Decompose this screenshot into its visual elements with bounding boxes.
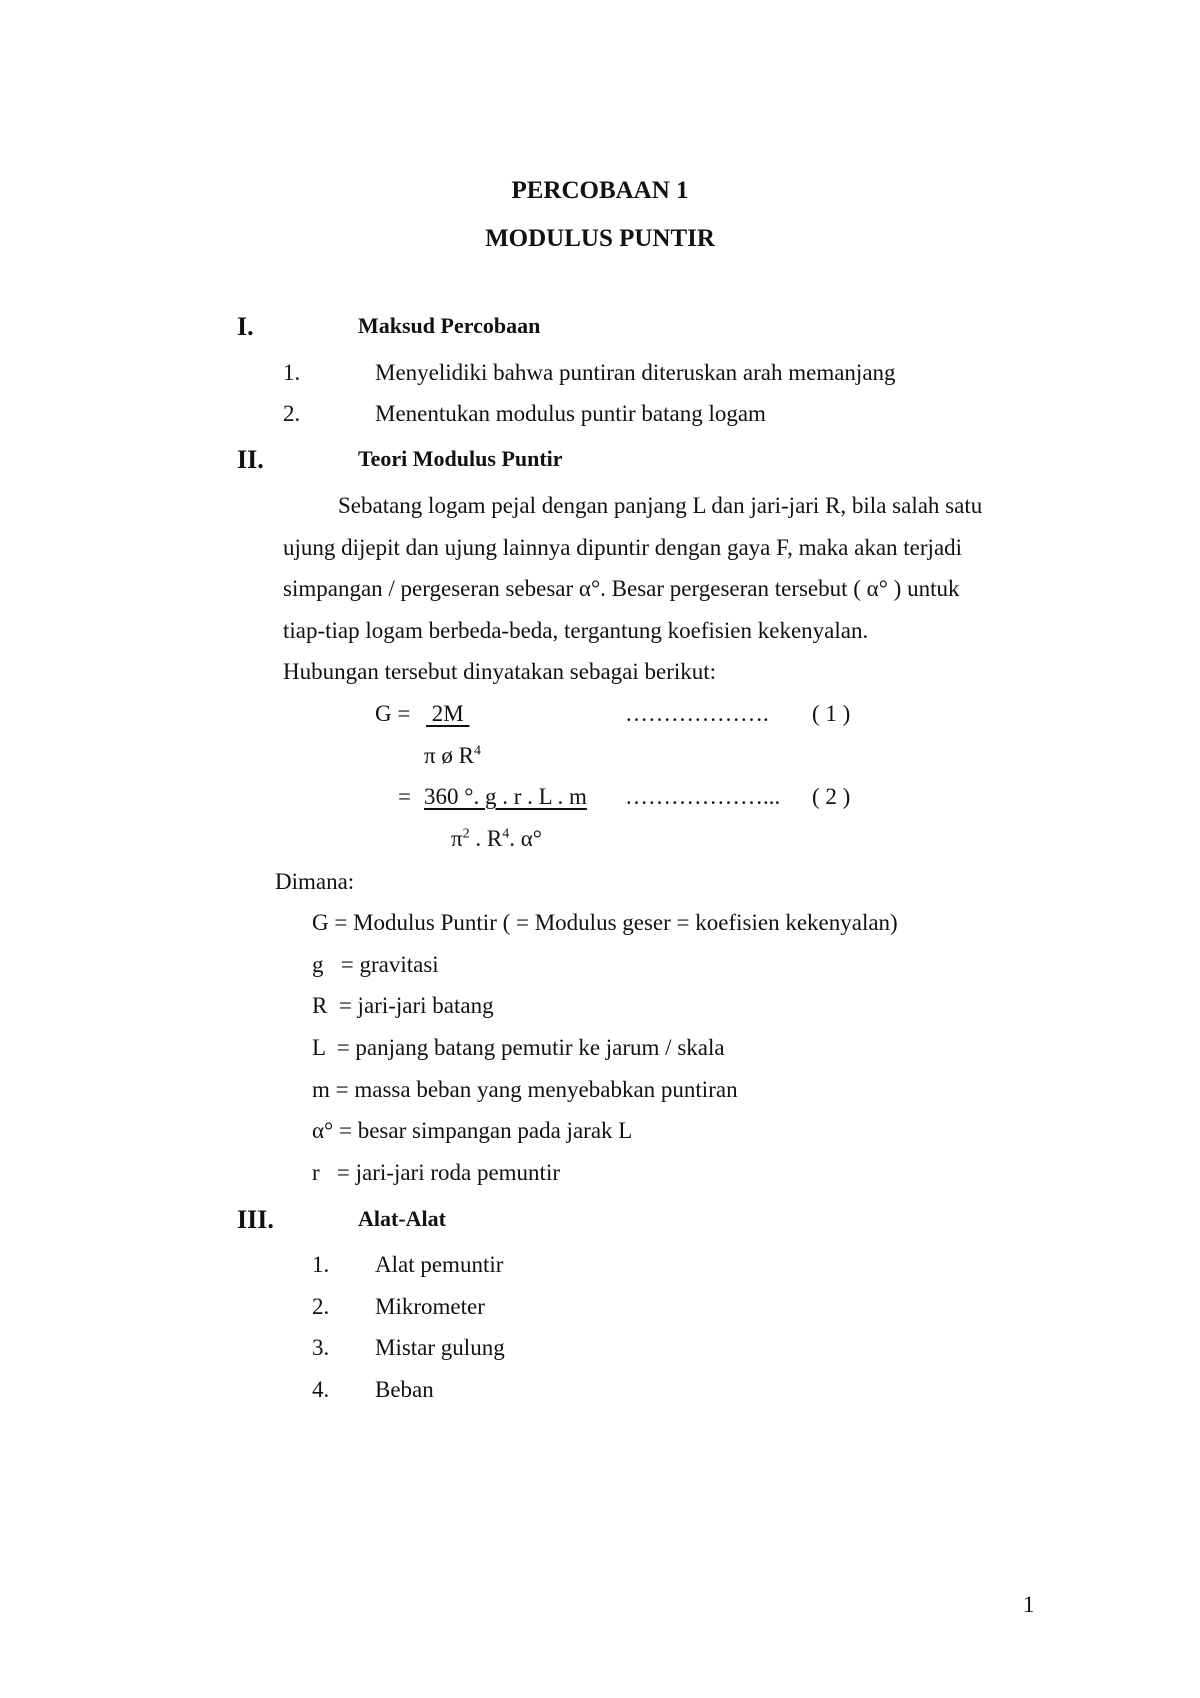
formula-1-numerator: 2M <box>426 701 470 726</box>
section-3-item-1-number: 1. <box>312 1252 330 1277</box>
theory-paragraph-line-1: Sebatang logam pejal dengan panjang L dan jari-jari R, bila salah satu <box>338 493 983 518</box>
relation-line: Hubungan tersebut dinyatakan sebagai berikut: <box>283 659 717 684</box>
definition-g-modulus: G = Modulus Puntir ( = Modulus geser = koefisien kekenyalan) <box>312 910 898 935</box>
section-3-title: Alat-Alat <box>358 1206 446 1231</box>
section-2-number: II. <box>237 445 264 474</box>
formula-1-denominator-exponent: 4 <box>473 743 481 759</box>
section-1-item-2-text: Menentukan modulus puntir batang logam <box>375 401 766 426</box>
formula-2-dots: ………………... <box>625 784 781 809</box>
definition-r-wheel: r = jari-jari roda pemuntir <box>312 1160 560 1185</box>
formula-2-denominator-pi-exponent: 2 <box>462 826 470 842</box>
section-3-item-4-number: 4. <box>312 1377 330 1402</box>
section-2-title: Teori Modulus Puntir <box>358 446 563 471</box>
section-3-number: III. <box>237 1205 274 1234</box>
section-1-title: Maksud Percobaan <box>358 313 541 338</box>
definition-m-mass: m = massa beban yang menyebabkan puntiran <box>312 1077 738 1102</box>
section-1-item-1-text: Menyelidiki bahwa puntiran diteruskan arah memanjang <box>375 360 896 385</box>
section-3-item-3-text: Mistar gulung <box>375 1335 505 1360</box>
theory-paragraph-line-2: ujung dijepit dan ujung lainnya dipuntir dengan gaya F, maka akan terjadi <box>283 535 963 560</box>
definition-g-gravity: g = gravitasi <box>312 952 439 977</box>
formula-1-lhs: G = <box>375 701 411 726</box>
where-label: Dimana: <box>275 869 355 894</box>
formula-2-denominator-alpha: . α° <box>509 826 542 851</box>
formula-2-numerator: 360 °. g . r . L . m <box>424 784 587 809</box>
formula-1-dots: ………………. <box>625 701 769 726</box>
section-1-item-2-number: 2. <box>283 401 301 426</box>
section-3-item-1-text: Alat pemuntir <box>375 1252 504 1277</box>
section-3-item-3-number: 3. <box>312 1335 330 1360</box>
formula-2-equation-number: ( 2 ) <box>812 784 851 809</box>
section-1-number: I. <box>237 312 254 341</box>
section-3-item-2-text: Mikrometer <box>375 1294 485 1319</box>
definition-alpha: α° = besar simpangan pada jarak L <box>312 1118 633 1143</box>
section-3-item-2-number: 2. <box>312 1294 330 1319</box>
formula-2-denominator-pi: π <box>451 826 463 851</box>
theory-paragraph-line-3: simpangan / pergeseran sebesar α°. Besar pergeseran tersebut ( α° ) untuk <box>283 576 960 601</box>
definition-r-radius: R = jari-jari batang <box>312 993 494 1018</box>
definition-l-length: L = panjang batang pemutir ke jarum / skala <box>312 1035 725 1060</box>
document-subtitle: MODULUS PUNTIR <box>485 225 715 252</box>
page-number: 1 <box>1023 1592 1035 1617</box>
formula-2-denominator-r: . R <box>469 826 503 851</box>
section-3-item-4-text: Beban <box>375 1377 434 1402</box>
formula-1-equation-number: ( 1 ) <box>812 701 851 726</box>
document-title: PERCOBAAN 1 <box>511 177 689 204</box>
formula-1-denominator <box>424 744 481 767</box>
formula-2-denominator <box>451 827 542 850</box>
theory-paragraph-line-4: tiap-tiap logam berbeda-beda, tergantung koefisien kekenyalan. <box>283 618 869 643</box>
formula-2-denominator-r-exponent: 4 <box>502 826 510 842</box>
formula-1-denominator-base: π ø R <box>424 743 474 768</box>
section-1-item-1-number: 1. <box>283 360 301 385</box>
formula-2-lhs: = <box>398 784 411 809</box>
